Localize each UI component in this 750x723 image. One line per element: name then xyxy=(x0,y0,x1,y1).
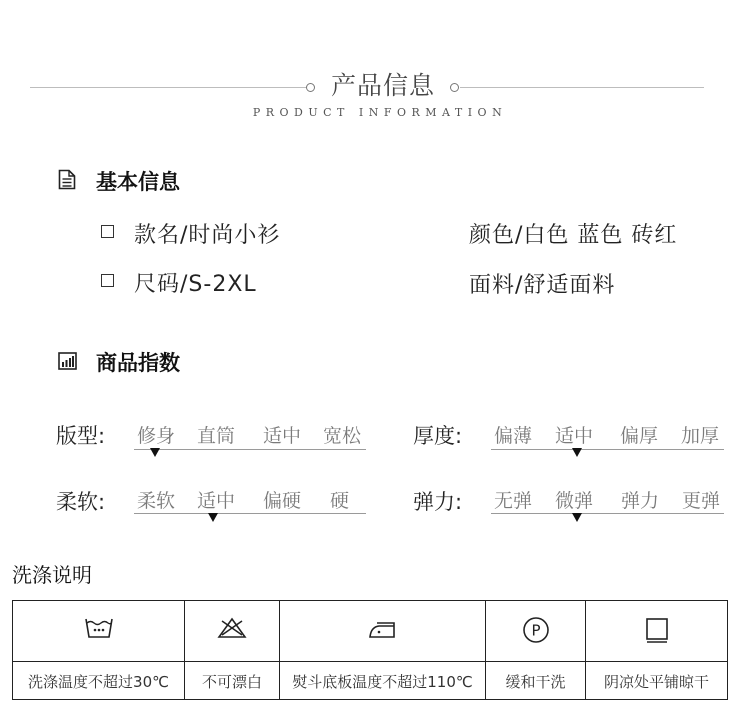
header-divider-right xyxy=(460,87,704,88)
index-option: 适中 xyxy=(197,490,236,512)
index-marker xyxy=(208,513,218,522)
dry-clean-p-icon xyxy=(521,615,551,645)
index-option: 硬 xyxy=(330,490,350,512)
index-option: 无弹 xyxy=(494,490,533,512)
index-label-thickness: 厚度: xyxy=(413,424,463,448)
washing-cell xyxy=(13,601,185,699)
index-scale-line xyxy=(491,449,724,450)
index-marker xyxy=(150,448,160,457)
color-text: 颜色/白色 蓝色 砖红 xyxy=(469,223,678,248)
checkbox xyxy=(101,225,114,238)
index-option: 修身 xyxy=(137,425,176,447)
washing-cell xyxy=(280,601,486,699)
fabric-text: 面料/舒适面料 xyxy=(469,273,616,298)
header-title: 产品信息 xyxy=(330,71,435,100)
index-option: 弹力 xyxy=(621,490,660,512)
svg-text:P: P xyxy=(530,621,541,640)
washing-cell xyxy=(486,601,586,699)
index-scale-line xyxy=(491,513,724,514)
index-option: 适中 xyxy=(263,425,302,447)
index-option: 加厚 xyxy=(681,425,720,447)
header-divider-left xyxy=(30,87,306,88)
line-dry-shade-icon xyxy=(642,615,672,645)
style-name-text: 款名/时尚小衫 xyxy=(134,223,281,248)
wash-30-icon xyxy=(84,615,114,641)
header-circle-right xyxy=(450,83,459,92)
index-label-elasticity: 弹力: xyxy=(413,490,463,514)
index-option: 偏硬 xyxy=(263,490,302,512)
washing-cell xyxy=(586,601,727,699)
index-option: 柔软 xyxy=(137,490,176,512)
index-marker xyxy=(572,448,582,457)
index-option: 宽松 xyxy=(323,425,362,447)
washing-label: 阴凉处平铺晾干 xyxy=(603,673,709,691)
index-label-fit: 版型: xyxy=(56,424,106,448)
washing-label: 不可漂白 xyxy=(201,673,262,691)
bar-chart-icon xyxy=(58,352,77,370)
index-option: 微弹 xyxy=(555,490,594,512)
header-circle-left xyxy=(306,83,315,92)
washing-label: 缓和干洗 xyxy=(505,673,566,691)
document-icon xyxy=(58,169,76,190)
washing-title: 洗涤说明 xyxy=(12,563,92,587)
index-option: 偏薄 xyxy=(494,425,533,447)
index-option: 更弹 xyxy=(682,490,721,512)
index-marker xyxy=(572,513,582,522)
index-scale-line xyxy=(134,513,366,514)
washing-label: 洗涤温度不超过30℃ xyxy=(28,673,169,691)
iron-icon xyxy=(367,615,399,641)
index-option: 偏厚 xyxy=(620,425,659,447)
basic-info-title: 基本信息 xyxy=(96,170,180,194)
washing-cell xyxy=(185,601,280,699)
index-option: 直筒 xyxy=(197,425,236,447)
washing-label: 熨斗底板温度不超过110℃ xyxy=(292,673,473,691)
product-index-title: 商品指数 xyxy=(96,351,180,375)
index-option: 适中 xyxy=(555,425,594,447)
no-bleach-icon xyxy=(217,615,247,641)
index-scale-line xyxy=(134,449,366,450)
header-subtitle: PRODUCT INFORMATION xyxy=(252,106,508,119)
index-label-softness: 柔软: xyxy=(56,490,106,514)
size-text: 尺码/S-2XL xyxy=(134,272,257,297)
washing-table xyxy=(12,600,728,700)
checkbox xyxy=(101,274,114,287)
